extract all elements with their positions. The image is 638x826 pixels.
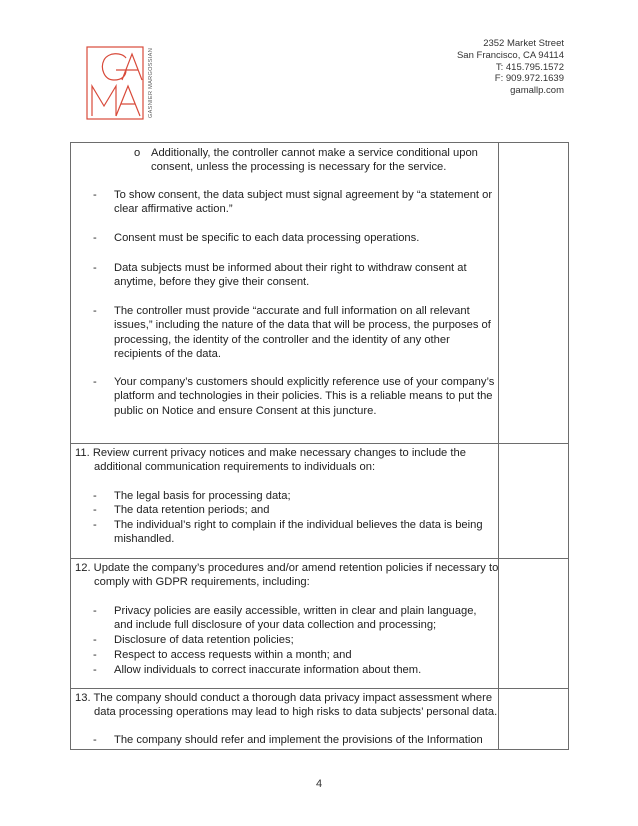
bullet-text: The company should refer and implement the provisions of the Information [114, 734, 483, 746]
address-fax: F: 909.972.1639 [494, 73, 564, 85]
bullet-text: Additionally, the controller cannot make a service conditional upon consent, unless the processing is necessary for the service. [151, 147, 478, 174]
bullet-text: Privacy policies are easily accessible, written in clear and plain language, and include full disclosure of your data collection and processing; [114, 605, 477, 632]
bullet-marker: - [93, 519, 97, 531]
bullet-marker: - [93, 376, 97, 388]
table-row-13 [71, 689, 496, 749]
row-heading: 11. Review current privacy notices and make necessary changes to include the additional communication requirements to individuals on: [75, 447, 466, 474]
bullet-text: Disclosure of data retention policies; [114, 634, 294, 646]
bullet-text: Allow individuals to correct inaccurate information about them. [114, 664, 422, 676]
checklist-table [70, 142, 569, 750]
gama-logo [86, 46, 186, 120]
bullet-text: Your company’s customers should explicitly reference use of your company’s platform and technologies in their policies. This is a reliable means to put the public on Notice and ensure Consent at this juncture. [114, 376, 495, 417]
bullet-marker: - [93, 734, 97, 746]
bullet-text: The individual’s right to complain if the individual believes the data is being mishandled. [114, 519, 483, 546]
table-row-consent [71, 143, 496, 443]
address-street: 2352 Market Street [483, 38, 564, 49]
bullet-marker: - [93, 634, 97, 646]
page-number: 4 [315, 778, 323, 790]
bullet-text: The legal basis for processing data; [114, 490, 291, 502]
row-heading: 12. Update the company’s procedures and/or amend retention policies if necessary to comply with GDPR requirements, including: [75, 562, 499, 589]
bullet-text: Consent must be specific to each data processing operations. [114, 232, 420, 244]
bullet-text: To show consent, the data subject must signal agreement by “a statement or clear affirmative action.” [114, 189, 493, 216]
bullet-marker: - [93, 232, 97, 244]
row-heading: 13. The company should conduct a thorough data privacy impact assessment where data processing operations may lead to high risks to data subjects’ personal data. [75, 692, 498, 719]
bullet-marker: o [134, 147, 141, 159]
logo-subtext: GASNIER MARGOSSIAN [148, 47, 154, 118]
bullet-marker: - [93, 262, 97, 274]
bullet-text: Data subjects must be informed about their right to withdraw consent at anytime, before they give their consent. [114, 262, 467, 289]
table-row-11 [71, 444, 496, 558]
bullet-marker: - [93, 189, 97, 201]
bullet-text: Respect to access requests within a month; and [114, 649, 352, 661]
bullet-text: The data retention periods; and [114, 504, 270, 516]
logo-letter-a2 [116, 86, 140, 116]
address-website: gamallp.com [510, 85, 564, 97]
address-phone: T: 415.795.1572 [495, 61, 564, 73]
table-row-12 [71, 559, 499, 688]
bullet-marker: - [93, 649, 97, 661]
bullet-marker: - [93, 664, 97, 676]
logo-letter-g [102, 54, 126, 80]
address-city: San Francisco, CA 94114 [456, 49, 564, 61]
letterhead-address [457, 38, 564, 97]
bullet-marker: - [93, 305, 97, 317]
bullet-text: The controller must provide “accurate and full information on all relevant issues,” including the nature of the data that will be process, the purposes of processing, the identity of the controller and the identity of any other recipients of the data. [114, 305, 491, 361]
bullet-marker: - [93, 490, 97, 502]
logo-frame [87, 47, 143, 119]
bullet-marker: - [93, 605, 97, 617]
logo-letter-m [92, 86, 116, 116]
bullet-marker: - [93, 504, 97, 516]
